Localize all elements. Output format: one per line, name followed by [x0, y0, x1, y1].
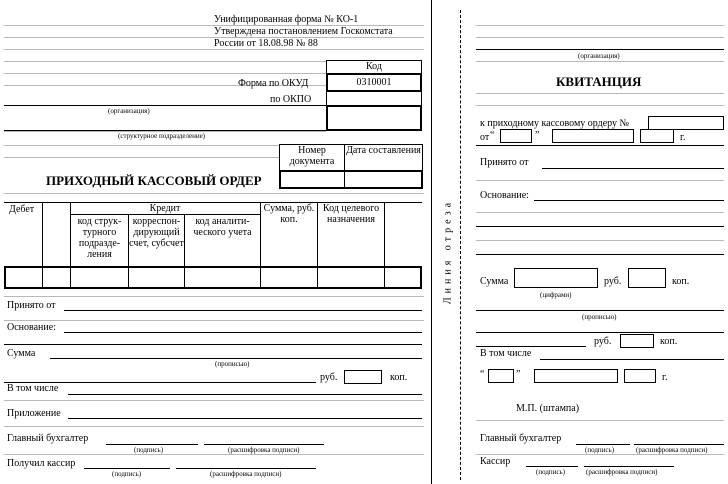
receipt-chief-accountant-label: Главный бухгалтер	[480, 433, 562, 444]
doc-number-date-fields[interactable]	[279, 170, 423, 189]
receipt-kopeck-field[interactable]	[628, 268, 666, 288]
approval-date-line: России от 18.08.98 № 88	[214, 38, 318, 49]
basis-label: Основание:	[7, 322, 56, 333]
organization-caption: (организация)	[108, 107, 150, 115]
kop-label: коп.	[390, 372, 408, 383]
cut-dashed-line	[460, 10, 461, 480]
receipt-digits-caption: (цифрами)	[540, 291, 572, 299]
receipt-basis-line[interactable]	[534, 200, 724, 201]
struct-code-header: код струк-турного подразде-ления	[77, 216, 122, 260]
receipt-chief-signature-caption: (подпись)	[585, 446, 615, 454]
cashier-received-label: Получил кассир	[7, 458, 76, 469]
cashier-signature-line[interactable]	[84, 468, 170, 469]
purpose-code-header: Код целевого назначения	[322, 203, 380, 225]
receipt-year2-label: г.	[662, 372, 668, 383]
chief-accountant-name-line[interactable]	[204, 444, 324, 445]
receipt-received-from-label: Принято от	[480, 157, 529, 168]
receipt-kop-label: коп.	[672, 276, 690, 287]
receipt-rub-label: руб.	[604, 276, 622, 287]
receipt-kop2-label: коп.	[660, 336, 678, 347]
form-code-line: Унифицированная форма № КО-1	[214, 14, 359, 25]
doc-number-label: Номер документа	[289, 145, 335, 167]
chief-accountant-signature-line[interactable]	[106, 444, 198, 445]
receipt-received-from-line[interactable]	[542, 168, 724, 169]
credit-header: Кредит	[149, 203, 181, 214]
receipt-cashier-name-line[interactable]	[584, 466, 674, 467]
including-label: В том числе	[7, 383, 59, 394]
accounting-entry-row[interactable]	[4, 266, 422, 289]
receipt-month-field[interactable]	[552, 129, 634, 143]
cashier-signature-caption: (подпись)	[112, 470, 142, 478]
sum-label: Сумма	[7, 348, 36, 359]
kopeck-field[interactable]	[344, 370, 382, 384]
receipt-day2-field[interactable]	[488, 369, 514, 383]
okpo-label: по ОКПО	[270, 94, 312, 105]
receipt-kopeck2-field[interactable]	[620, 334, 654, 348]
receipt-month2-field[interactable]	[534, 369, 618, 383]
receipt-order-label: к приходному кассовому ордеру №	[480, 118, 630, 129]
receipt-including-line[interactable]	[540, 359, 724, 360]
received-from-line[interactable]	[64, 310, 422, 311]
received-from-label: Принято от	[7, 300, 56, 311]
receipt-cashier-decoding-caption: (расшифровка подписи)	[586, 468, 658, 476]
rub-label: руб.	[320, 372, 338, 383]
receipt-chief-signature-line[interactable]	[576, 444, 630, 445]
chief-accountant-label: Главный бухгалтер	[7, 433, 89, 444]
receipt-cashier-signature-line[interactable]	[526, 466, 578, 467]
cashier-decoding-caption: (расшифровка подписи)	[210, 470, 282, 478]
doc-date-label: Дата составления	[346, 145, 421, 156]
cashier-name-line[interactable]	[176, 468, 316, 469]
receipt-day-field[interactable]	[500, 129, 532, 143]
sum-words-line[interactable]	[50, 358, 422, 359]
chief-decoding-caption: (расшифровка подписи)	[228, 446, 300, 454]
attachment-line[interactable]	[68, 418, 422, 419]
sum-words-caption: (прописью)	[215, 360, 250, 368]
receipt-cashier-signature-caption: (подпись)	[536, 468, 566, 476]
receipt-chief-decoding-caption: (расшифровка подписи)	[636, 446, 708, 454]
receipt-basis-label: Основание:	[480, 190, 529, 201]
receipt-rub2-label: руб.	[594, 336, 612, 347]
receipt-year-field[interactable]	[640, 129, 674, 143]
corr-account-header: корреспон-дирующий счет, субсчет	[129, 216, 184, 249]
receipt-title: КВИТАНЦИЯ	[556, 74, 642, 89]
receipt-quote-close: ”	[535, 130, 540, 141]
okud-label: Форма по ОКУД	[238, 78, 309, 89]
receipt-words-caption: (прописью)	[582, 313, 617, 321]
debit-header: Дебет	[9, 204, 35, 215]
subdivision-caption: (структурное подразделение)	[118, 132, 206, 140]
receipt-year-label: г.	[680, 132, 686, 143]
subdivision-line[interactable]	[4, 130, 326, 131]
receipt-organization-line[interactable]	[476, 49, 724, 50]
code-label: Код	[366, 61, 382, 72]
separator-line	[431, 0, 432, 484]
including-line[interactable]	[68, 394, 422, 395]
receipt-quote-open: “	[490, 130, 495, 141]
okpo-field[interactable]	[326, 91, 422, 106]
approval-line: Утверждена постановлением Госкомстата	[214, 26, 393, 37]
chief-signature-caption: (подпись)	[134, 446, 164, 454]
attachment-label: Приложение	[7, 408, 61, 419]
basis-line[interactable]	[64, 332, 422, 333]
receipt-quote-open-2: “	[480, 369, 485, 380]
receipt-sum-words-line[interactable]	[476, 310, 724, 311]
receipt-sum-digits-field[interactable]	[514, 268, 598, 288]
receipt-including-label: В том числе	[480, 348, 532, 359]
receipt-chief-name-line[interactable]	[634, 444, 724, 445]
receipt-order-number-field[interactable]	[648, 116, 724, 130]
organization-line[interactable]	[4, 105, 326, 106]
analytic-code-header: код аналити-ческого учета	[193, 216, 252, 238]
sum-header: Сумма, руб. коп.	[263, 203, 315, 225]
blank-code-field[interactable]	[326, 105, 422, 131]
receipt-organization-caption: (организация)	[578, 52, 620, 60]
receipt-from-label: от	[480, 132, 490, 143]
receipt-year2-field[interactable]	[624, 369, 656, 383]
okud-value: 0310001	[356, 77, 392, 88]
receipt-sum-label: Сумма	[480, 276, 509, 287]
receipt-cashier-label: Кассир	[480, 456, 511, 467]
order-title: ПРИХОДНЫЙ КАССОВЫЙ ОРДЕР	[46, 173, 262, 188]
cut-line-label: Линия отреза	[442, 198, 454, 305]
stamp-label: М.П. (штампа)	[516, 403, 580, 414]
receipt-quote-close-2: ”	[516, 369, 521, 380]
